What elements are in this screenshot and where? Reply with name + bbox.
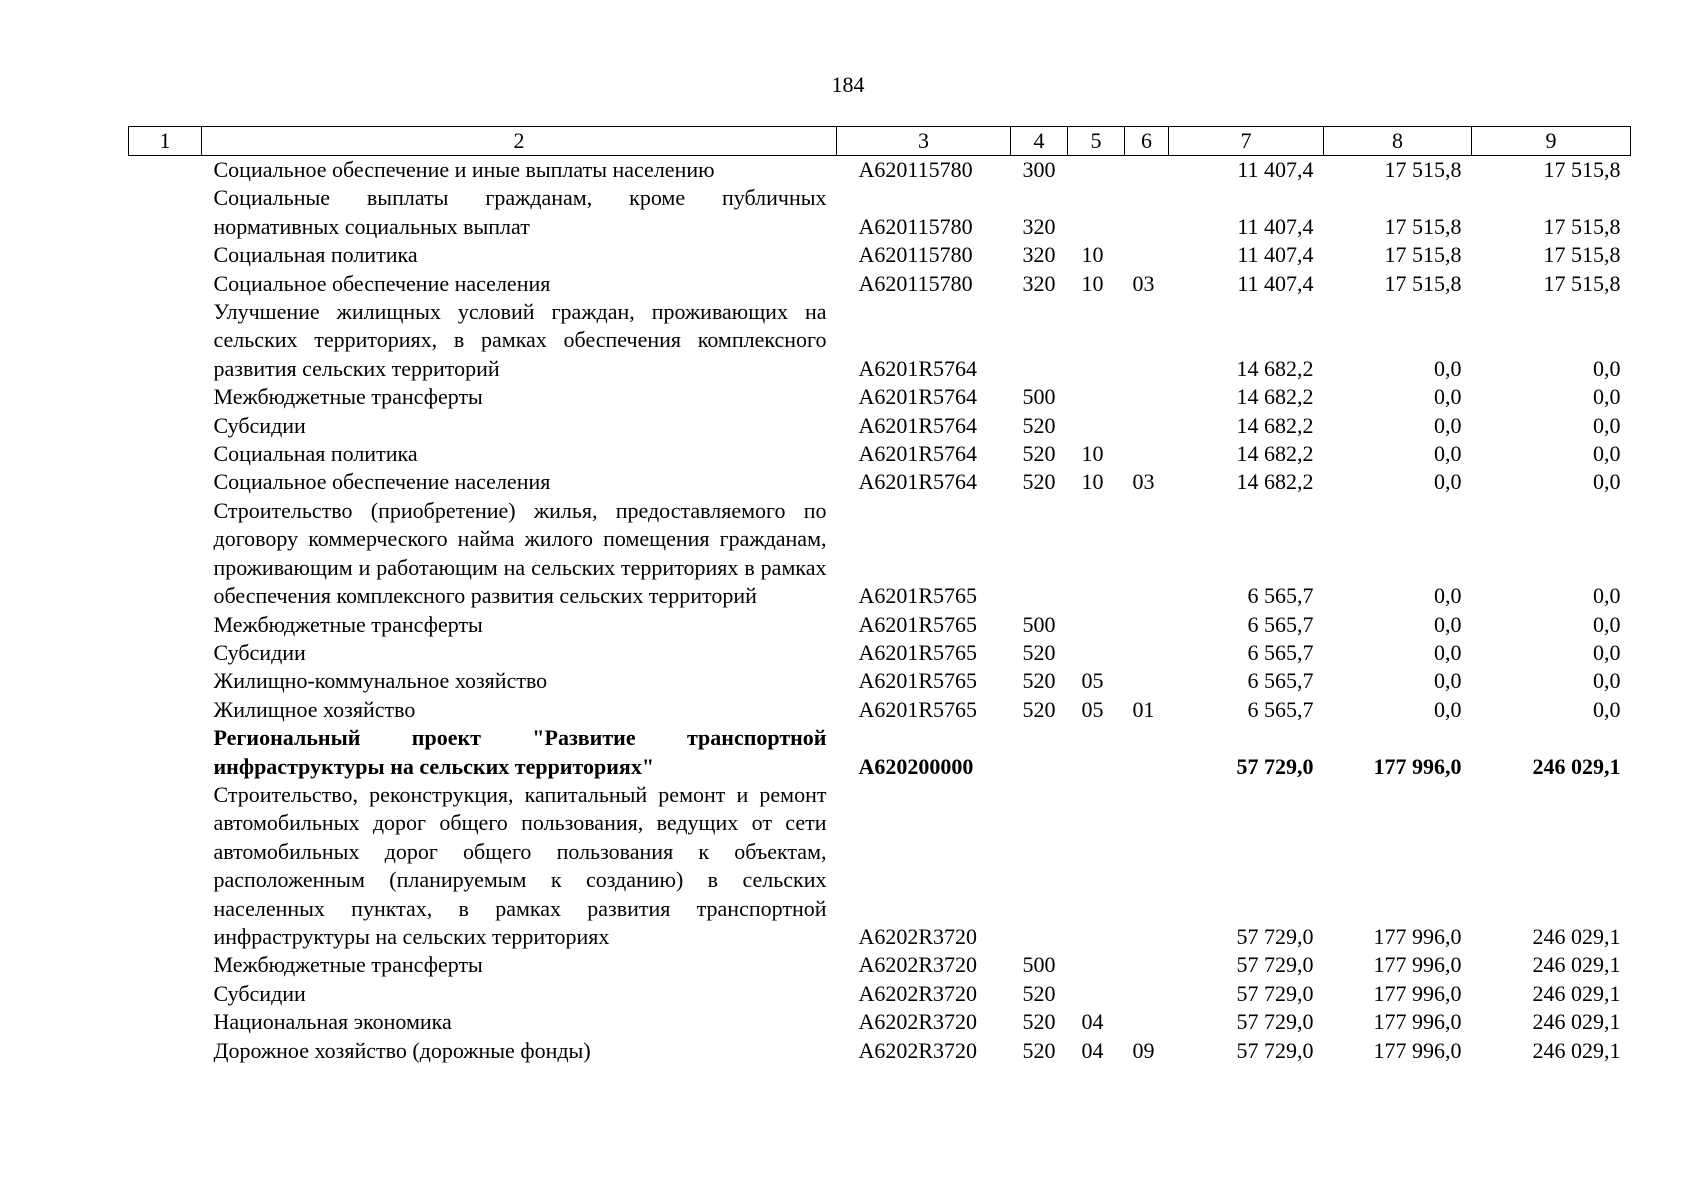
header-cell-1: 1 [129,127,202,156]
budget-table [128,126,1631,1065]
table-row [129,497,1631,611]
row-expense-type: 520 [1022,1009,1056,1035]
table-row [129,667,1631,695]
header-cell-6: 6 [1125,127,1169,156]
row-code: А620115780 [858,213,973,239]
row-expense-type: 320 [1022,213,1056,239]
row-code: А6201R5765 [858,611,978,637]
row-section [1068,497,1125,611]
row-spacer [129,951,202,979]
row-name: Жилищное хозяйство [213,696,416,722]
row-value-year-2: 0,0 [1434,639,1462,665]
row-spacer [129,412,202,440]
row-value-year-1: 6 565,7 [1247,583,1314,609]
row-value-year-1: 6 565,7 [1247,668,1314,694]
row-value-year-1: 14 682,2 [1236,412,1314,438]
row-value-year-2: 17 515,8 [1384,270,1462,296]
row-value-year-1: 57 729,0 [1236,1037,1314,1063]
row-value-year-2: 177 996,0 [1373,1009,1462,1035]
table-row [129,951,1631,979]
row-code: А6201R5764 [858,355,978,381]
row-spacer [129,611,202,639]
row-name: Социальное обеспечение населения [213,270,551,296]
header-cell-5: 5 [1068,127,1125,156]
row-subsection [1125,440,1169,468]
row-value-year-1: 14 682,2 [1236,384,1314,410]
row-spacer [129,1037,202,1065]
row-section: 05 [1081,696,1104,722]
row-expense-type: 520 [1022,441,1056,467]
row-spacer [129,639,202,667]
row-subsection [1125,412,1169,440]
row-code: А6201R5765 [858,668,978,694]
row-section [1068,611,1125,639]
table-body [129,156,1631,1066]
row-subsection: 01 [1132,696,1155,722]
row-subsection [1125,611,1169,639]
row-value-year-3: 0,0 [1593,668,1621,694]
row-code: А6201R5764 [858,441,978,467]
row-code: А6201R5765 [858,583,978,609]
row-name: Субсидии [213,412,306,438]
row-value-year-1: 57 729,0 [1236,1009,1314,1035]
row-value-year-2: 0,0 [1434,583,1462,609]
row-subsection [1125,951,1169,979]
row-value-year-3: 246 029,1 [1532,923,1621,949]
table-row [129,639,1631,667]
row-name: Национальная экономика [213,1009,452,1035]
row-section: 10 [1081,242,1104,268]
row-value-year-1: 11 407,4 [1237,157,1314,182]
table-row [129,383,1631,411]
row-section [1068,184,1125,241]
table-row [129,696,1631,724]
row-value-year-3: 0,0 [1593,441,1621,467]
row-value-year-2: 0,0 [1434,611,1462,637]
row-code: А6201R5764 [858,384,978,410]
header-cell-4: 4 [1011,127,1068,156]
row-spacer [129,468,202,496]
page-number: 184 [831,72,865,97]
row-name: Социальное обеспечение и иные выплаты населению [213,157,715,182]
row-name: Социальная политика [213,441,418,467]
row-value-year-2: 0,0 [1434,469,1462,495]
row-value-year-3: 17 515,8 [1543,242,1621,268]
row-value-year-2: 0,0 [1434,384,1462,410]
row-section [1068,724,1125,781]
row-code: А6202R3720 [858,952,978,978]
row-code: А620115780 [858,270,973,296]
row-spacer [129,184,202,241]
row-section [1068,951,1125,979]
row-value-year-3: 246 029,1 [1532,753,1621,779]
row-expense-type: 520 [1022,696,1056,722]
table-row [129,1037,1631,1065]
header-cell-3: 3 [837,127,1011,156]
row-code: А6202R3720 [858,923,978,949]
row-value-year-3: 246 029,1 [1532,980,1621,1006]
row-name: Социальные выплаты гражданам, кроме публичных нормативных социальных выплат [213,185,827,239]
row-value-year-1: 57 729,0 [1236,952,1314,978]
row-expense-type: 520 [1022,980,1056,1006]
table-row [129,1008,1631,1036]
row-value-year-2: 0,0 [1434,441,1462,467]
table-row [129,724,1631,781]
header-cell-7: 7 [1169,127,1324,156]
row-value-year-2: 177 996,0 [1373,980,1462,1006]
row-value-year-1: 14 682,2 [1236,441,1314,467]
header-row [129,127,1631,156]
row-value-year-3: 0,0 [1593,469,1621,495]
row-expense-type: 500 [1022,384,1056,410]
table-row [129,184,1631,241]
row-spacer [129,241,202,269]
row-value-year-2: 177 996,0 [1373,923,1462,949]
row-value-year-2: 0,0 [1434,668,1462,694]
row-spacer [129,980,202,1008]
row-spacer [129,298,202,383]
table-row [129,781,1631,951]
row-spacer [129,497,202,611]
row-name: Субсидии [213,980,306,1006]
row-value-year-3: 0,0 [1593,696,1621,722]
row-code: А6202R3720 [858,980,978,1006]
row-name: Социальное обеспечение населения [213,469,551,495]
table-row [129,468,1631,496]
row-subsection [1125,298,1169,383]
row-value-year-3: 17 515,8 [1543,213,1621,239]
row-value-year-3: 17 515,8 [1543,157,1621,182]
row-value-year-3: 0,0 [1593,611,1621,637]
row-subsection [1125,724,1169,781]
row-expense-type: 520 [1022,1037,1056,1063]
table-row [129,298,1631,383]
row-value-year-1: 11 407,4 [1237,242,1314,268]
row-value-year-2: 17 515,8 [1384,213,1462,239]
row-expense-type [1011,497,1068,611]
row-value-year-1: 6 565,7 [1247,611,1314,637]
table-row [129,440,1631,468]
row-name: Жилищно-коммунальное хозяйство [213,668,548,694]
row-expense-type [1011,298,1068,383]
row-subsection [1125,639,1169,667]
table-row [129,156,1631,185]
row-subsection [1125,383,1169,411]
row-section: 10 [1081,270,1104,296]
row-section [1068,156,1125,185]
row-value-year-2: 0,0 [1434,696,1462,722]
table-row [129,980,1631,1008]
row-expense-type: 500 [1022,952,1056,978]
row-name: Межбюджетные трансферты [213,384,483,410]
row-name: Межбюджетные трансферты [213,952,483,978]
row-expense-type: 520 [1022,639,1056,665]
row-value-year-1: 57 729,0 [1236,923,1314,949]
table-row [129,241,1631,269]
row-value-year-1: 11 407,4 [1237,270,1314,296]
row-expense-type: 320 [1022,242,1056,268]
row-name: Региональный проект "Развитие транспортной инфраструктуры на сельских территориях" [213,725,827,779]
row-section: 04 [1081,1037,1104,1063]
row-value-year-2: 0,0 [1434,355,1462,381]
row-section: 05 [1081,668,1104,694]
row-expense-type: 500 [1022,611,1056,637]
row-spacer [129,440,202,468]
row-value-year-3: 0,0 [1593,639,1621,665]
row-value-year-1: 6 565,7 [1247,696,1314,722]
row-section [1068,781,1125,951]
table-row [129,412,1631,440]
row-value-year-2: 17 515,8 [1384,242,1462,268]
row-spacer [129,270,202,298]
row-spacer [129,156,202,185]
row-subsection [1125,980,1169,1008]
table-row [129,270,1631,298]
row-name: Дорожное хозяйство (дорожные фонды) [213,1037,591,1063]
row-expense-type: 520 [1022,668,1056,694]
row-value-year-3: 0,0 [1593,355,1621,381]
row-expense-type: 520 [1022,412,1056,438]
row-value-year-1: 14 682,2 [1236,469,1314,495]
row-value-year-2: 17 515,8 [1384,157,1462,182]
row-subsection [1125,1008,1169,1036]
row-section: 10 [1081,469,1104,495]
row-spacer [129,696,202,724]
row-code: А6202R3720 [858,1009,978,1035]
row-section [1068,383,1125,411]
row-value-year-2: 177 996,0 [1373,1037,1462,1063]
row-spacer [129,781,202,951]
row-section [1068,298,1125,383]
row-expense-type: 520 [1022,469,1056,495]
row-spacer [129,724,202,781]
row-code: А620200000 [858,753,974,779]
row-subsection [1125,184,1169,241]
row-expense-type [1011,724,1068,781]
row-subsection [1125,781,1169,951]
row-expense-type [1011,781,1068,951]
row-name: Межбюджетные трансферты [213,611,483,637]
row-subsection: 03 [1132,270,1155,296]
header-cell-8: 8 [1324,127,1472,156]
row-code: А620115780 [858,242,973,268]
row-value-year-3: 0,0 [1593,583,1621,609]
row-subsection: 09 [1132,1037,1155,1063]
row-name: Строительство (приобретение) жилья, предоставляемого по договору коммерческого найма жилого помещения гражданам, проживающим и работающим на сельских территориях в рамках обеспечения комплексного развития сельских территорий [213,497,827,609]
row-spacer [129,1008,202,1036]
row-value-year-3: 0,0 [1593,412,1621,438]
row-name: Строительство, реконструкция, капитальный ремонт и ремонт автомобильных дорог общего пользования, ведущих от сети автомобильных дорог общего пользования к объектам, расположенным (планируемым к созданию) в сельских населенных пунктах, в рамках развития транспортной инфраструктуры на сельских территориях [213,781,827,949]
row-value-year-1: 11 407,4 [1237,213,1314,239]
row-subsection [1125,667,1169,695]
row-name: Социальная политика [213,242,418,268]
row-expense-type: 320 [1022,270,1056,296]
row-spacer [129,383,202,411]
row-value-year-2: 0,0 [1434,412,1462,438]
row-name: Субсидии [213,639,306,665]
row-section [1068,639,1125,667]
row-value-year-2: 177 996,0 [1373,952,1462,978]
row-name: Улучшение жилищных условий граждан, проживающих на сельских территориях, в рамках обеспечения комплексного развития сельских территорий [213,299,827,381]
row-value-year-1: 57 729,0 [1236,980,1314,1006]
row-value-year-1: 14 682,2 [1236,355,1314,381]
row-subsection [1125,156,1169,185]
table-row [129,611,1631,639]
row-expense-type: 300 [1022,157,1056,182]
row-value-year-3: 246 029,1 [1532,1009,1621,1035]
row-value-year-2: 177 996,0 [1373,753,1462,779]
row-code: А6201R5764 [858,469,978,495]
row-code: А6201R5765 [858,639,978,665]
row-value-year-1: 6 565,7 [1247,639,1314,665]
row-subsection [1125,497,1169,611]
row-code: А6202R3720 [858,1037,978,1063]
row-subsection [1125,241,1169,269]
row-code: А620115780 [858,157,973,182]
row-value-year-1: 57 729,0 [1236,753,1314,779]
row-section: 10 [1081,441,1104,467]
row-value-year-3: 246 029,1 [1532,1037,1621,1063]
row-value-year-3: 0,0 [1593,384,1621,410]
row-value-year-3: 246 029,1 [1532,952,1621,978]
row-code: А6201R5764 [858,412,978,438]
header-cell-9: 9 [1472,127,1631,156]
row-code: А6201R5765 [858,696,978,722]
row-value-year-3: 17 515,8 [1543,270,1621,296]
row-subsection: 03 [1132,469,1155,495]
row-section: 04 [1081,1009,1104,1035]
row-spacer [129,667,202,695]
header-cell-2: 2 [202,127,837,156]
row-section [1068,980,1125,1008]
row-section [1068,412,1125,440]
